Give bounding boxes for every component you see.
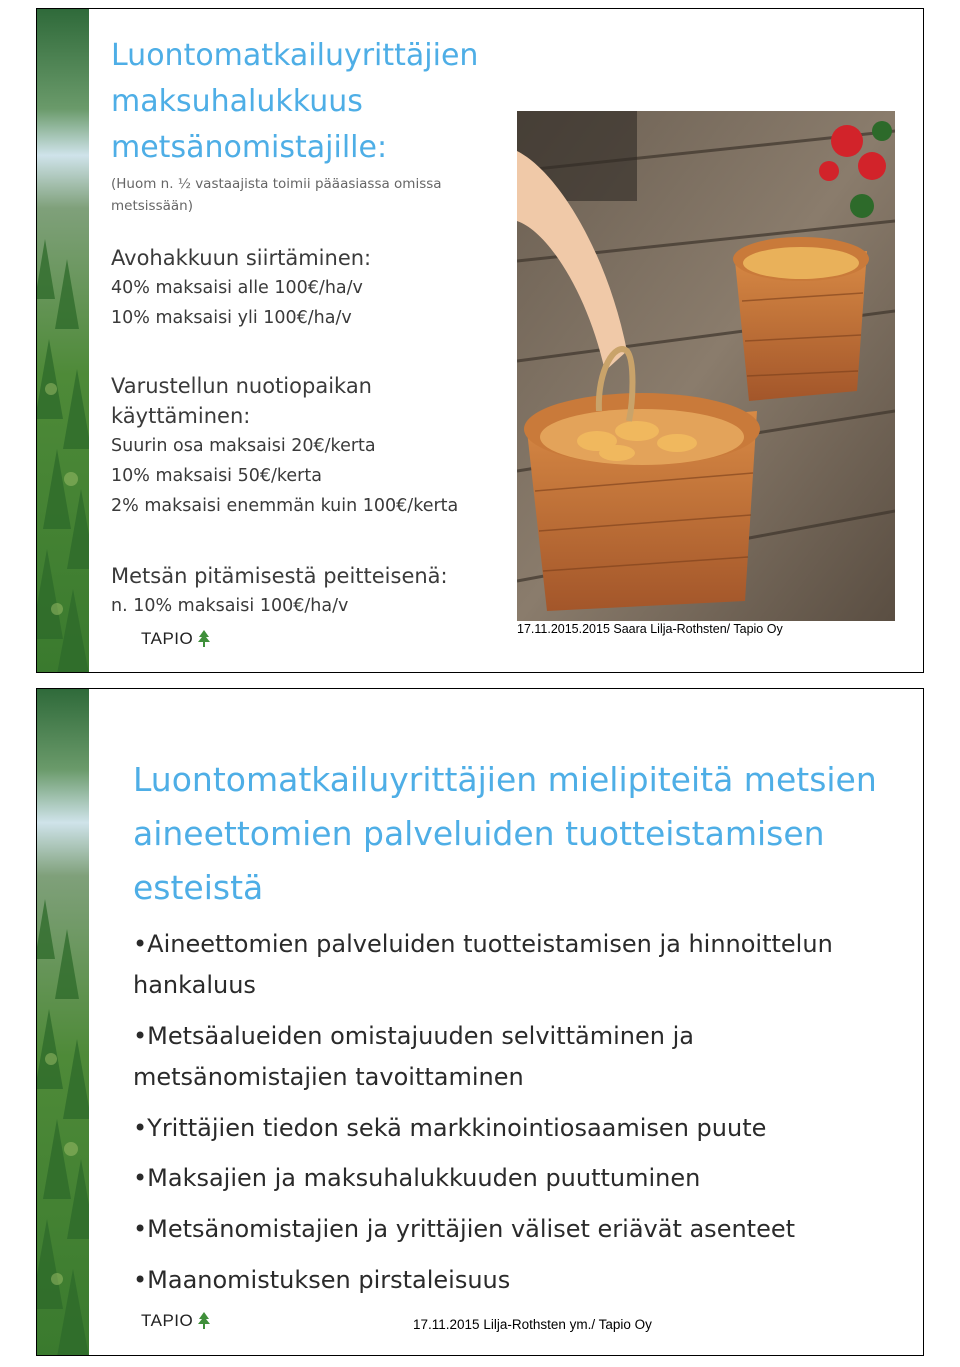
section-campfire [111, 371, 458, 521]
slide-2-footer: 17.11.2015 Lilja-Rothsten ym./ Tapio Oy [413, 1317, 652, 1332]
mushroom-baskets-photo [517, 111, 895, 621]
slide-2 [36, 688, 924, 1356]
forest-border-image [37, 9, 89, 672]
tapio-logo [141, 1311, 211, 1331]
bullet-text: •Yrittäjien tiedon sekä markkinointiosaamisen puute [133, 1114, 767, 1142]
section-campfire-line: Suurin osa maksaisi 20€/kerta [111, 436, 376, 456]
section-campfire-line: 10% maksaisi 50€/kerta [111, 466, 322, 486]
slide-2-title-line: Luontomatkailuyrittäjien mielipiteitä metsien [133, 760, 877, 799]
slide-1-note: (Huom n. ½ vastaajista toimii pääasiassa omissa metsissään) [111, 176, 442, 214]
bullet-text: metsänomistajien tavoittaminen [133, 1063, 524, 1091]
slide-2-title-line: esteistä [133, 868, 264, 907]
slide-1-footer: 17.11.2015.2015 Saara Lilja-Rothsten/ Tapio Oy [517, 622, 783, 636]
section-clearcut-heading: Avohakkuun siirtäminen: [111, 246, 372, 270]
bullet-item [133, 1209, 873, 1250]
tree-icon [197, 630, 211, 648]
bullet-item [133, 1158, 873, 1199]
slide-2-title [133, 753, 913, 915]
section-forest-cover-heading: Metsän pitämisestä peitteisenä: [111, 564, 448, 588]
section-campfire-heading: käyttäminen: [111, 404, 251, 428]
section-clearcut [111, 243, 371, 333]
section-clearcut-line: 10% maksaisi yli 100€/ha/v [111, 308, 352, 328]
bullet-text: •Metsänomistajien ja yrittäjien väliset eriävät asenteet [133, 1215, 796, 1243]
bullet-text: •Aineettomien palveluiden tuotteistamisen ja hinnoittelun [133, 930, 833, 958]
bullet-item [133, 1260, 873, 1301]
logo-text: TAPIO [141, 629, 194, 648]
section-forest-cover-line: n. 10% maksaisi 100€/ha/v [111, 596, 349, 616]
slide-2-title-line: aineettomien palveluiden tuotteistamisen [133, 814, 825, 853]
bullet-text: •Maksajien ja maksuhalukkuuden puuttuminen [133, 1164, 701, 1192]
slide-1 [36, 8, 924, 673]
section-clearcut-line: 40% maksaisi alle 100€/ha/v [111, 278, 363, 298]
section-campfire-line: 2% maksaisi enemmän kuin 100€/kerta [111, 496, 459, 516]
tree-icon [197, 1312, 211, 1330]
section-forest-cover [111, 561, 448, 621]
bullet-item [133, 924, 873, 1006]
section-campfire-heading: Varustellun nuotiopaikan [111, 374, 372, 398]
bullet-text: •Metsäalueiden omistajuuden selvittäminen ja [133, 1022, 694, 1050]
logo-text: TAPIO [141, 1311, 194, 1330]
slide-1-title: Luontomatkailuyrittäjien maksuhalukkuus metsänomistajille: [111, 38, 479, 165]
bullet-item [133, 1016, 873, 1098]
bullet-item [133, 1108, 873, 1149]
bullet-text: hankaluus [133, 971, 256, 999]
bullet-text: •Maanomistuksen pirstaleisuus [133, 1266, 511, 1294]
tapio-logo [141, 629, 211, 649]
forest-border-image [37, 689, 89, 1355]
